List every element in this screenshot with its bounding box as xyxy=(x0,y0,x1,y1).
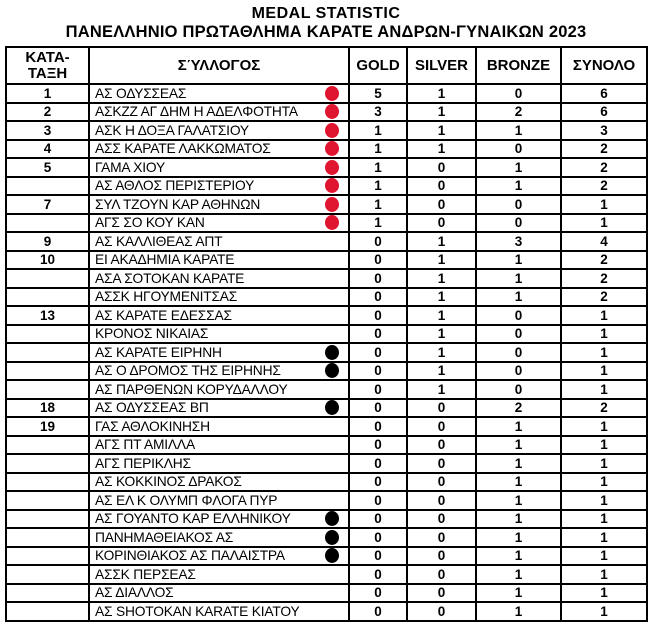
club-wrap xyxy=(90,252,348,267)
gold-cell: 1 xyxy=(349,158,407,177)
gold-cell: 0 xyxy=(349,454,407,473)
club-name: ΑΣ ΚΑΛΛΙΘΕΑΣ ΑΠΤ xyxy=(95,233,223,249)
silver-cell: 0 xyxy=(407,602,476,621)
club-name: ΑΣΣΚ ΗΓΟΥΜΕΝΙΤΣΑΣ xyxy=(95,289,238,305)
table-row xyxy=(6,306,647,325)
bronze-cell: 1 xyxy=(476,436,561,455)
table-row xyxy=(6,399,647,418)
bronze-cell: 1 xyxy=(476,473,561,492)
club-name: ΑΣ ΓΟΥΑΝΤΟ ΚΑΡ ΕΛΛΗΝΙΚΟΥ xyxy=(95,511,291,527)
club-wrap xyxy=(90,456,348,471)
club-cell xyxy=(89,473,349,492)
table-row xyxy=(6,158,647,177)
bronze-cell: 1 xyxy=(476,269,561,288)
club-name: ΕΙ ΑΚΑΔΗΜΙΑ ΚΑΡΑΤΕ xyxy=(95,252,235,268)
club-name: ΓΑΣ ΑΘΛΟΚΙΝΗΣΗ xyxy=(95,418,210,434)
club-wrap xyxy=(90,437,348,452)
club-wrap xyxy=(90,567,348,582)
club-cell xyxy=(89,362,349,381)
silver-cell: 0 xyxy=(407,528,476,547)
header-silver: SILVER xyxy=(407,47,476,84)
gold-cell: 1 xyxy=(349,121,407,140)
silver-cell: 0 xyxy=(407,584,476,603)
club-name: ΣΥΛ ΤΖΟΥΝ ΚΑΡ ΑΘΗΝΩΝ xyxy=(95,196,261,212)
club-cell xyxy=(89,343,349,362)
club-cell xyxy=(89,84,349,103)
club-name: ΑΣΑ ΣΟΤΟΚΑΝ ΚΑΡΑΤΕ xyxy=(95,270,245,286)
club-name: ΚΡΟΝΟΣ ΝΙΚΑΙΑΣ xyxy=(95,326,209,342)
club-name: ΑΣΣ ΚΑΡΑΤΕ ΛΑΚΚΩΜΑΤΟΣ xyxy=(95,141,271,157)
club-cell xyxy=(89,491,349,510)
rank-cell xyxy=(6,362,89,381)
rank-cell xyxy=(6,177,89,196)
silver-cell: 0 xyxy=(407,177,476,196)
total-cell: 2 xyxy=(561,269,647,288)
rank-cell: 18 xyxy=(6,399,89,418)
total-cell: 1 xyxy=(561,547,647,566)
table-row xyxy=(6,325,647,344)
silver-cell: 1 xyxy=(407,288,476,307)
rank-cell xyxy=(6,269,89,288)
gold-cell: 0 xyxy=(349,362,407,381)
gold-cell: 0 xyxy=(349,306,407,325)
table-row xyxy=(6,251,647,270)
club-cell xyxy=(89,454,349,473)
table-row xyxy=(6,84,647,103)
club-cell xyxy=(89,288,349,307)
club-wrap xyxy=(90,548,348,563)
gold-cell: 0 xyxy=(349,602,407,621)
club-cell xyxy=(89,565,349,584)
bronze-cell: 1 xyxy=(476,177,561,196)
silver-cell: 1 xyxy=(407,325,476,344)
bronze-cell: 0 xyxy=(476,380,561,399)
club-wrap xyxy=(90,345,348,360)
silver-cell: 1 xyxy=(407,84,476,103)
club-wrap xyxy=(90,178,348,193)
bronze-cell: 2 xyxy=(476,103,561,122)
table-row xyxy=(6,103,647,122)
silver-cell: 1 xyxy=(407,343,476,362)
rank-cell: 13 xyxy=(6,306,89,325)
club-wrap xyxy=(90,141,348,156)
silver-cell: 0 xyxy=(407,417,476,436)
rank-cell: 5 xyxy=(6,158,89,177)
table-row xyxy=(6,177,647,196)
black-dot-icon xyxy=(325,400,339,415)
silver-cell: 0 xyxy=(407,158,476,177)
club-wrap xyxy=(90,123,348,138)
gold-cell: 0 xyxy=(349,232,407,251)
club-wrap xyxy=(90,363,348,378)
club-name: ΑΣ SHOTOKAN KARATE ΚΙΑΤΟΥ xyxy=(95,603,300,619)
red-dot-icon xyxy=(325,160,339,175)
silver-cell: 0 xyxy=(407,195,476,214)
total-cell: 1 xyxy=(561,565,647,584)
gold-cell: 0 xyxy=(349,343,407,362)
total-cell: 1 xyxy=(561,528,647,547)
club-cell xyxy=(89,214,349,233)
black-dot-icon xyxy=(325,345,339,360)
page-title: MEDAL STATISTIC xyxy=(251,5,401,22)
rank-cell: 10 xyxy=(6,251,89,270)
gold-cell: 1 xyxy=(349,140,407,159)
rank-cell xyxy=(6,214,89,233)
total-cell: 1 xyxy=(561,584,647,603)
bronze-cell: 1 xyxy=(476,491,561,510)
bronze-cell: 1 xyxy=(476,158,561,177)
total-cell: 4 xyxy=(561,232,647,251)
rank-cell: 3 xyxy=(6,121,89,140)
black-dot-icon xyxy=(325,530,339,545)
club-cell xyxy=(89,584,349,603)
club-wrap xyxy=(90,585,348,600)
header-rank-line1: ΚΑΤΑ- xyxy=(25,48,70,66)
club-name: ΑΣ ΟΔΥΣΣΕΑΣ xyxy=(95,85,187,101)
black-dot-icon xyxy=(325,548,339,563)
club-cell xyxy=(89,140,349,159)
club-wrap xyxy=(90,289,348,304)
bronze-cell: 0 xyxy=(476,306,561,325)
club-cell xyxy=(89,177,349,196)
club-name: ΑΣ Ο ΔΡΟΜΟΣ ΤΗΣ ΕΙΡΗΝΗΣ xyxy=(95,363,281,379)
club-wrap xyxy=(90,271,348,286)
gold-cell: 0 xyxy=(349,473,407,492)
club-name: ΑΣ ΚΑΡΑΤΕ ΕΔΕΣΣΑΣ xyxy=(95,307,232,323)
header-rank xyxy=(6,47,89,84)
silver-cell: 1 xyxy=(407,306,476,325)
rank-cell xyxy=(6,325,89,344)
club-name: ΑΣ ΕΛ Κ ΟΛΥΜΠ ΦΛΟΓΑ ΠΥΡ xyxy=(95,492,278,508)
club-name: ΑΣ ΚΑΡΑΤΕ ΕΙΡΗΝΗ xyxy=(95,344,222,360)
gold-cell: 0 xyxy=(349,584,407,603)
table-row xyxy=(6,195,647,214)
silver-cell: 1 xyxy=(407,232,476,251)
bronze-cell: 2 xyxy=(476,399,561,418)
bronze-cell: 1 xyxy=(476,454,561,473)
club-wrap xyxy=(90,493,348,508)
red-dot-icon xyxy=(325,178,339,193)
club-wrap xyxy=(90,604,348,619)
rank-cell xyxy=(6,528,89,547)
header-bronze: BRONZE xyxy=(476,47,561,84)
gold-cell: 0 xyxy=(349,325,407,344)
club-wrap xyxy=(90,197,348,212)
club-name: ΑΣ ΔΙΑΛΛΟΣ xyxy=(95,585,174,601)
gold-cell: 0 xyxy=(349,510,407,529)
rank-cell xyxy=(6,565,89,584)
table-row xyxy=(6,565,647,584)
club-cell xyxy=(89,510,349,529)
club-name: ΑΓΣ ΣΟ ΚΟΥ ΚΑΝ xyxy=(95,215,205,231)
total-cell: 6 xyxy=(561,84,647,103)
red-dot-icon xyxy=(325,86,339,101)
club-wrap xyxy=(90,104,348,119)
bronze-cell: 1 xyxy=(476,121,561,140)
gold-cell: 1 xyxy=(349,195,407,214)
gold-cell: 1 xyxy=(349,214,407,233)
rank-cell xyxy=(6,547,89,566)
table-row xyxy=(6,584,647,603)
bronze-cell: 1 xyxy=(476,528,561,547)
gold-cell: 3 xyxy=(349,103,407,122)
total-cell: 2 xyxy=(561,158,647,177)
gold-cell: 0 xyxy=(349,288,407,307)
header-rank-line2: ΤΑΞΗ xyxy=(27,64,68,82)
total-cell: 1 xyxy=(561,343,647,362)
bronze-cell: 1 xyxy=(476,565,561,584)
red-dot-icon xyxy=(325,123,339,138)
silver-cell: 0 xyxy=(407,491,476,510)
rank-cell xyxy=(6,602,89,621)
rank-cell xyxy=(6,473,89,492)
club-name: ΑΓΣ ΠΕΡΙΚΛΗΣ xyxy=(95,455,191,471)
club-cell xyxy=(89,325,349,344)
silver-cell: 0 xyxy=(407,436,476,455)
club-wrap xyxy=(90,160,348,175)
silver-cell: 0 xyxy=(407,473,476,492)
red-dot-icon xyxy=(325,197,339,212)
rank-cell: 7 xyxy=(6,195,89,214)
club-wrap xyxy=(90,419,348,434)
table-row xyxy=(6,417,647,436)
rank-cell xyxy=(6,343,89,362)
gold-cell: 0 xyxy=(349,380,407,399)
club-name: ΚΟΡΙΝΘΙΑΚΟΣ ΑΣ ΠΑΛΑΙΣΤΡΑ xyxy=(95,548,285,564)
club-name: ΓΑΜΑ ΧΙΟΥ xyxy=(95,159,166,175)
medal-table xyxy=(5,46,648,622)
bronze-cell: 1 xyxy=(476,510,561,529)
total-cell: 3 xyxy=(561,121,647,140)
bronze-cell: 1 xyxy=(476,288,561,307)
total-cell: 1 xyxy=(561,473,647,492)
club-cell xyxy=(89,232,349,251)
silver-cell: 0 xyxy=(407,547,476,566)
club-cell xyxy=(89,121,349,140)
gold-cell: 0 xyxy=(349,251,407,270)
club-cell xyxy=(89,602,349,621)
table-row xyxy=(6,380,647,399)
bronze-cell: 0 xyxy=(476,195,561,214)
table-row xyxy=(6,473,647,492)
club-wrap xyxy=(90,400,348,415)
club-name: ΑΣ ΠΑΡΘΕΝΩΝ ΚΟΡΥΔΑΛΛΟΥ xyxy=(95,381,288,397)
total-cell: 1 xyxy=(561,380,647,399)
club-cell xyxy=(89,528,349,547)
bronze-cell: 0 xyxy=(476,325,561,344)
club-name: ΑΣ ΑΘΛΟΣ ΠΕΡΙΣΤΕΡΙΟΥ xyxy=(95,178,255,194)
red-dot-icon xyxy=(325,104,339,119)
page-subtitle: ΠΑΝΕΛΛΗΝΙΟ ΠΡΩΤΑΘΛΗΜΑ ΚΑΡΑΤΕ ΑΝΔΡΩΝ-ΓΥΝΑΙΚΩΝ 2023 xyxy=(65,23,587,41)
rank-cell: 9 xyxy=(6,232,89,251)
club-name: ΑΣΚΖΖ ΑΓ ΔΗΜ Η ΑΔΕΛΦΟΤΗΤΑ xyxy=(95,104,298,120)
bronze-cell: 0 xyxy=(476,214,561,233)
total-cell: 2 xyxy=(561,251,647,270)
club-wrap xyxy=(90,474,348,489)
silver-cell: 1 xyxy=(407,362,476,381)
rank-cell: 1 xyxy=(6,84,89,103)
total-cell: 1 xyxy=(561,325,647,344)
club-cell xyxy=(89,399,349,418)
club-cell xyxy=(89,547,349,566)
black-dot-icon xyxy=(325,511,339,526)
total-cell: 1 xyxy=(561,362,647,381)
club-wrap xyxy=(90,382,348,397)
table-row xyxy=(6,602,647,621)
bronze-cell: 3 xyxy=(476,232,561,251)
bronze-cell: 0 xyxy=(476,362,561,381)
total-cell: 1 xyxy=(561,306,647,325)
rank-cell xyxy=(6,510,89,529)
total-cell: 1 xyxy=(561,454,647,473)
silver-cell: 1 xyxy=(407,121,476,140)
table-row xyxy=(6,343,647,362)
bronze-cell: 0 xyxy=(476,140,561,159)
header-gold: GOLD xyxy=(349,47,407,84)
silver-cell: 0 xyxy=(407,399,476,418)
total-cell: 1 xyxy=(561,195,647,214)
silver-cell: 1 xyxy=(407,251,476,270)
gold-cell: 0 xyxy=(349,565,407,584)
club-cell xyxy=(89,306,349,325)
bronze-cell: 0 xyxy=(476,343,561,362)
club-name: ΠΑΝΗΜΑΘΕΙΑΚΟΣ ΑΣ xyxy=(95,529,234,545)
bronze-cell: 1 xyxy=(476,417,561,436)
table-row xyxy=(6,288,647,307)
total-cell: 1 xyxy=(561,417,647,436)
silver-cell: 1 xyxy=(407,269,476,288)
bronze-cell: 1 xyxy=(476,547,561,566)
silver-cell: 1 xyxy=(407,380,476,399)
black-dot-icon xyxy=(325,363,339,378)
table-row xyxy=(6,547,647,566)
club-wrap xyxy=(90,326,348,341)
table-row xyxy=(6,140,647,159)
rank-cell xyxy=(6,584,89,603)
gold-cell: 0 xyxy=(349,417,407,436)
club-cell xyxy=(89,269,349,288)
silver-cell: 0 xyxy=(407,454,476,473)
table-row xyxy=(6,232,647,251)
silver-cell: 0 xyxy=(407,510,476,529)
table-row xyxy=(6,362,647,381)
club-wrap xyxy=(90,530,348,545)
club-wrap xyxy=(90,511,348,526)
total-cell: 1 xyxy=(561,491,647,510)
medal-table-body xyxy=(6,84,647,621)
red-dot-icon xyxy=(325,141,339,156)
gold-cell: 0 xyxy=(349,436,407,455)
total-cell: 1 xyxy=(561,510,647,529)
table-row xyxy=(6,121,647,140)
bronze-cell: 1 xyxy=(476,251,561,270)
rank-cell xyxy=(6,380,89,399)
gold-cell: 0 xyxy=(349,528,407,547)
club-cell xyxy=(89,103,349,122)
club-wrap xyxy=(90,234,348,249)
table-row xyxy=(6,510,647,529)
header-total: ΣΥΝΟΛΟ xyxy=(561,47,647,84)
total-cell: 2 xyxy=(561,288,647,307)
club-cell xyxy=(89,158,349,177)
club-name: ΑΓΣ ΠΤ ΑΜΙΛΛΑ xyxy=(95,437,195,453)
gold-cell: 0 xyxy=(349,399,407,418)
red-dot-icon xyxy=(325,215,339,230)
club-name: ΑΣΣΚ ΠΕΡΣΕΑΣ xyxy=(95,566,196,582)
gold-cell: 0 xyxy=(349,491,407,510)
club-name: ΑΣ ΚΟΚΚΙΝΟΣ ΔΡΑΚΟΣ xyxy=(95,474,242,490)
table-row xyxy=(6,491,647,510)
total-cell: 1 xyxy=(561,602,647,621)
total-cell: 1 xyxy=(561,214,647,233)
club-cell xyxy=(89,417,349,436)
club-name: ΑΣ ΟΔΥΣΣΕΑΣ ΒΠ xyxy=(95,400,209,416)
table-row xyxy=(6,269,647,288)
bronze-cell: 0 xyxy=(476,84,561,103)
club-cell xyxy=(89,195,349,214)
header-club: ΣΎΛΛΟΓΟΣ xyxy=(89,47,349,84)
gold-cell: 0 xyxy=(349,547,407,566)
total-cell: 2 xyxy=(561,140,647,159)
rank-cell xyxy=(6,436,89,455)
gold-cell: 0 xyxy=(349,269,407,288)
bronze-cell: 1 xyxy=(476,584,561,603)
club-name: ΑΣΚ Η ΔΟΞΑ ΓΑΛΑΤΣΙΟΥ xyxy=(95,122,249,138)
club-wrap xyxy=(90,86,348,101)
rank-cell xyxy=(6,454,89,473)
rank-cell: 2 xyxy=(6,103,89,122)
club-cell xyxy=(89,251,349,270)
header-row xyxy=(6,47,647,84)
table-row xyxy=(6,214,647,233)
table-row xyxy=(6,436,647,455)
rank-cell: 19 xyxy=(6,417,89,436)
gold-cell: 1 xyxy=(349,177,407,196)
club-cell xyxy=(89,380,349,399)
silver-cell: 0 xyxy=(407,565,476,584)
gold-cell: 5 xyxy=(349,84,407,103)
silver-cell: 1 xyxy=(407,140,476,159)
rank-cell xyxy=(6,288,89,307)
club-wrap xyxy=(90,215,348,230)
club-cell xyxy=(89,436,349,455)
rank-cell: 4 xyxy=(6,140,89,159)
total-cell: 6 xyxy=(561,103,647,122)
bronze-cell: 1 xyxy=(476,602,561,621)
table-row xyxy=(6,528,647,547)
total-cell: 2 xyxy=(561,399,647,418)
total-cell: 1 xyxy=(561,436,647,455)
total-cell: 2 xyxy=(561,177,647,196)
silver-cell: 0 xyxy=(407,214,476,233)
silver-cell: 1 xyxy=(407,103,476,122)
table-row xyxy=(6,454,647,473)
rank-cell xyxy=(6,491,89,510)
club-wrap xyxy=(90,308,348,323)
